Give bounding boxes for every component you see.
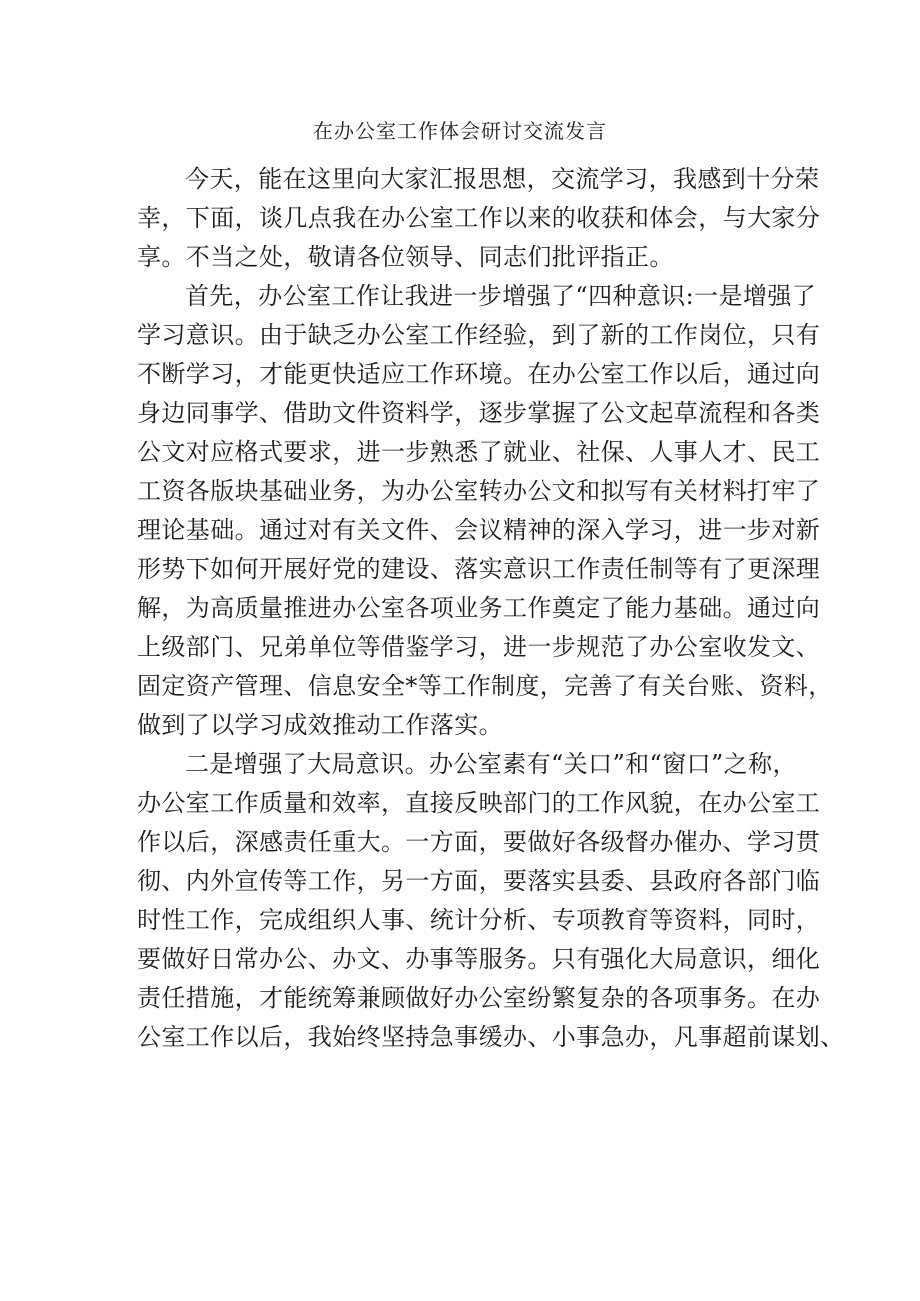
text-line: 二是增强了大局意识。办公室素有“关口”和“窗口”之称，	[185, 750, 797, 778]
paragraph-3	[137, 745, 845, 1057]
text-line: 上级部门、兄弟单位等借鉴学习，进一步规范了办公室收发文、	[137, 633, 821, 661]
text-line: 学习意识。由于缺乏办公室工作经验，到了新的工作岗位，只有	[137, 321, 821, 349]
text-line: 责任措施，才能统筹兼顾做好办公室纷繁复杂的各项事务。在办	[137, 984, 821, 1012]
text-line: 工资各版块基础业务，为办公室转办公文和拟写有关材料打牢了	[137, 477, 821, 505]
text-line: 享。不当之处，敬请各位领导、同志们批评指正。	[137, 243, 674, 271]
text-line: 不断学习，才能更快适应工作环境。在办公室工作以后，通过向	[137, 360, 821, 388]
text-line: 时性工作，完成组织人事、统计分析、专项教育等资料，同时，	[137, 906, 821, 934]
paragraph-1	[137, 160, 821, 277]
text-line: 身边同事学、借助文件资料学，逐步掌握了公文起草流程和各类	[137, 399, 821, 427]
text-line: 首先，办公室工作让我进一步增强了“四种意识:一是增强了	[185, 282, 817, 310]
text-line: 公室工作以后，我始终坚持急事缓办、小事急办，凡事超前谋划、	[137, 1023, 845, 1051]
text-line: 形势下如何开展好党的建设、落实意识工作责任制等有了更深理	[137, 555, 821, 583]
text-line: 作以后，深感责任重大。一方面，要做好各级督办催办、学习贯	[137, 828, 821, 856]
text-line: 幸，下面，谈几点我在办公室工作以来的收获和体会，与大家分	[137, 204, 821, 232]
paragraph-2	[137, 277, 833, 745]
text-line: 今天，能在这里向大家汇报思想，交流学习，我感到十分荣	[185, 165, 820, 193]
text-line: 彻、内外宣传等工作，另一方面，要落实县委、县政府各部门临	[137, 867, 821, 895]
text-line: 办公室工作质量和效率，直接反映部门的工作风貌，在办公室工	[137, 789, 821, 817]
text-line: 要做好日常办公、办文、办事等服务。只有强化大局意识，细化	[137, 945, 821, 973]
text-line: 公文对应格式要求，进一步熟悉了就业、社保、人事人才、民工	[137, 438, 821, 466]
document-body	[137, 160, 845, 1057]
text-line: 做到了以学习成效推动工作落实。	[137, 711, 503, 739]
text-line: 解，为高质量推进办公室各项业务工作奠定了能力基础。通过向	[137, 594, 821, 622]
text-line: 固定资产管理、信息安全*等工作制度，完善了有关台账、资料，	[137, 672, 833, 700]
text-line: 理论基础。通过对有关文件、会议精神的深入学习，进一步对新	[137, 516, 821, 544]
document-title: 在办公室工作体会研讨交流发言	[313, 119, 607, 143]
